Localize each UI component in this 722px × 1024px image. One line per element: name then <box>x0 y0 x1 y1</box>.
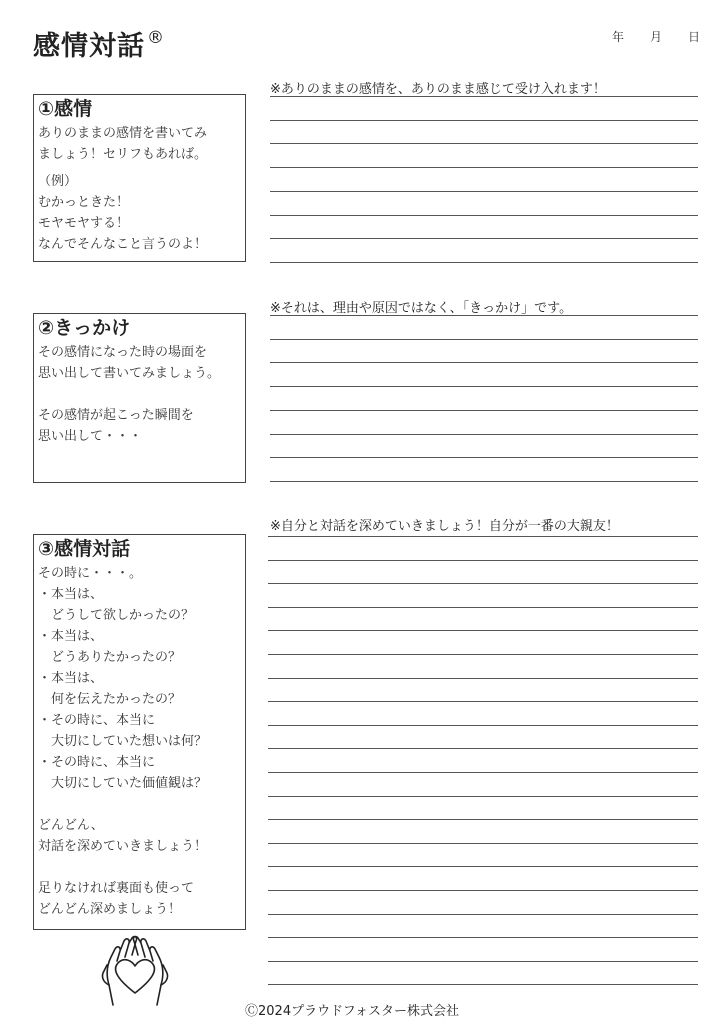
section-3-hint: ※自分と対話を深めていきましょう！自分が一番の大親友！ <box>270 519 619 534</box>
writing-line[interactable] <box>268 772 698 773</box>
date-month-label: 月 <box>650 30 663 44</box>
date-day-label: 日 <box>688 30 701 44</box>
writing-line[interactable] <box>268 536 698 537</box>
writing-line[interactable] <box>268 843 698 844</box>
writing-line[interactable] <box>268 796 698 797</box>
writing-line[interactable] <box>270 457 698 458</box>
writing-line[interactable] <box>270 262 698 263</box>
writing-line[interactable] <box>270 167 698 168</box>
writing-line[interactable] <box>270 315 698 316</box>
writing-line[interactable] <box>268 914 698 915</box>
section-1-box <box>33 94 246 262</box>
date-year-label: 年 <box>612 30 625 44</box>
section-1-title: ①感情 <box>38 98 93 120</box>
writing-line[interactable] <box>268 560 698 561</box>
section-2-title: ②きっかけ <box>38 317 131 339</box>
section-2-body: その感情になった時の場面を 思い出して書いてみましょう。 その感情が起こった瞬間を 思い出して・・・ <box>38 345 221 444</box>
hands-heart-icon <box>95 935 175 1007</box>
section-3-title: ③感情対話 <box>38 538 131 560</box>
writing-line[interactable] <box>268 961 698 962</box>
page-title: 感情対話 ® <box>33 28 165 62</box>
writing-line[interactable] <box>270 191 698 192</box>
writing-line[interactable] <box>268 630 698 631</box>
writing-line[interactable] <box>268 984 698 985</box>
section-1-example: （例） むかっときた！ モヤモヤする！ なんでそんなこと言うのよ！ <box>38 174 208 252</box>
writing-line[interactable] <box>270 120 698 121</box>
section-3-box <box>33 534 246 930</box>
writing-line[interactable] <box>268 748 698 749</box>
writing-line[interactable] <box>268 654 698 655</box>
section-1-hint: ※ありのままの感情を、ありのまま感じて受け入れます！ <box>270 82 606 97</box>
registered-mark: ® <box>147 28 165 48</box>
writing-line[interactable] <box>270 386 698 387</box>
writing-line[interactable] <box>268 725 698 726</box>
writing-line[interactable] <box>268 583 698 584</box>
writing-line[interactable] <box>270 339 698 340</box>
writing-line[interactable] <box>268 866 698 867</box>
writing-line[interactable] <box>270 362 698 363</box>
writing-line[interactable] <box>270 215 698 216</box>
writing-line[interactable] <box>270 143 698 144</box>
writing-line[interactable] <box>270 238 698 239</box>
writing-line[interactable] <box>268 607 698 608</box>
writing-line[interactable] <box>270 481 698 482</box>
writing-line[interactable] <box>268 819 698 820</box>
section-1-body: ありのままの感情を書いてみ ましょう！セリフもあれば。 <box>38 126 208 162</box>
writing-line[interactable] <box>270 410 698 411</box>
writing-line[interactable] <box>268 937 698 938</box>
writing-line[interactable] <box>268 890 698 891</box>
writing-line[interactable] <box>268 678 698 679</box>
writing-line[interactable] <box>268 701 698 702</box>
writing-line[interactable] <box>270 434 698 435</box>
section-2-box <box>33 313 246 483</box>
writing-line[interactable] <box>270 96 698 97</box>
copyright-footer: Ⓒ2024プラウドフォスター株式会社 <box>245 1004 460 1019</box>
section-3-body: その時に・・・。 ・本当は、 どうして欲しかったの？ ・本当は、 どうありたかったの？ ・本当は、 何を伝えたかったの？ ・その時に、本当に 大切にしていた想いは何？ ・その時に、本当に 大切にしていた価値観は？ どんどん、 対話を深めていきましょう！ 足りなければ裏面も使って どんどん深めましょう！ <box>38 566 208 917</box>
section-2-hint: ※それは、理由や原因ではなく、「きっかけ」です。 <box>270 301 573 316</box>
